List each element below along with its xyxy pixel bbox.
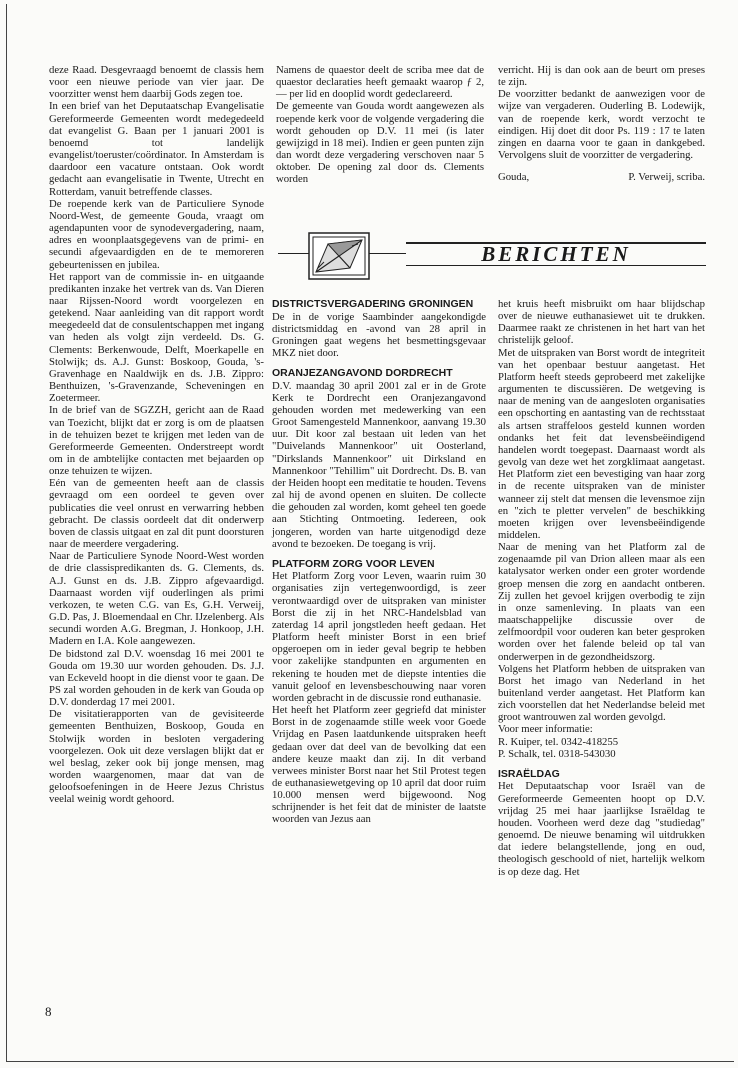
news-paragraph: Volgens het Platform hebben de uitspraken van Borst het imago van Nederland in het buitenland verder aangetast. Het Platform kan zich voorstellen dat het Nederlandse beleid met groot wantrouwen zal worden gevolgd.: [498, 662, 705, 724]
paragraph: Eén van de gemeenten heeft aan de classis gevraagd om een oordeel te geven over publicaties die veel onrust en verwarring hebben gebracht. De classis oordeelt dat dit onderwerp boven de classis uitgaat en zal dit punt doorsturen naar de meerdere vergadering.: [49, 477, 264, 551]
column-minutes-3: [498, 64, 705, 183]
paragraph: De gemeente van Gouda wordt aangewezen als roepende kerk voor de volgende vergadering die wordt gehouden op D.V. 11 mei (is later gewijzigd in 18 mei). Indien er geen punten zijn dan wordt deze vergadering verschoven naar 5 oktober. De opening zal door ds. Clements worden: [276, 100, 484, 186]
paragraph: Naar de Particuliere Synode Noord-West worden de drie classispredikanten ds. G. Clements, ds. A.J. Gunst en ds. J.B. Zippro afgevaardigd. Daarnaast worden vijf ouderlingen als primi verkozen, te weten C.G. van Es, G.H. Verweij, G.D. Pas, J. Bloemendaal en Chr. IJzelenberg. Als secundi worden A.G. Bregman, J. Honkoop, J.H. Madern en I.A. Kole aangewezen.: [49, 550, 264, 648]
news-heading: DISTRICTSVERGADERING GRONINGEN: [272, 298, 474, 310]
berichten-logo-icon: [308, 232, 370, 280]
page-number: 8: [45, 1004, 52, 1019]
news-paragraph: Het heeft het Platform zeer gegriefd dat minister Borst in de zogenaamde stille week voor Goede Vrijdag en Pasen laatdunkende uitspraken heeft gedaan over dat deel van de bevolking dat een andere keuze maakt dan zij. In dit verband verwees minister Borst naar het Stil Protest tegen de euthanasiewetgeving op 10 april dat door ruim 10.000 mensen werd bijgewoond. Nog schrijnender is het feit dat de minister de laatste woorden van Jezus aan: [272, 704, 486, 826]
signature-place: Gouda,: [498, 171, 530, 184]
paragraph: De visitatierapporten van de gevisiteerde gemeenten Benthuizen, Boskoop, Gouda en Stolwijk worden in besloten vergadering voorgelezen. Ook uit deze verslagen blijkt dat er wel beslag, zeker ook bij jonge mensen, mag worden waargenomen, maar dat van de geloofsoefeningen in de Heere Jezus Christus veelal weinig wordt gehoord.: [49, 708, 264, 806]
news-heading: ORANJEZANGAVOND DORDRECHT: [272, 367, 453, 380]
news-paragraph: Het Platform Zorg voor Leven, waarin ruim 30 organisaties zijn vertegenwoordigd, is zeer verontwaardigd over de uitspraken van minister Borst die zij in het NRC-Handelsblad van zaterdag 14 april jongstleden heeft gedaan. Het Platform heeft minister Borst in een brief opgeroepen om in ieder geval begrip te hebben voor zakelijke standpunten en argumenten en rekening te houden met de diepste intenties die vanuit geloof en levensbeschouwing naar voren worden gebracht in de discussie rond euthanasie.: [272, 570, 486, 704]
column-news-2: [498, 298, 705, 878]
paragraph: deze Raad. Desgevraagd benoemt de classis hem voor een nieuwe periode van vier jaar. De voorzitter wenst hem daarbij Gods zegen toe.: [49, 64, 264, 101]
banner-title-box: [406, 242, 706, 266]
news-paragraph: De in de vorige Saambinder aangekondigde districtsmiddag en -avond van 28 april in Groningen gaat wegens het besmettingsgevaar MKZ niet door.: [272, 310, 486, 359]
news-heading: PLATFORM ZORG VOOR LEVEN: [272, 557, 435, 570]
banner-title: BERICHTEN: [481, 242, 631, 266]
column-news-1: [272, 298, 486, 826]
paragraph: De bidstond zal D.V. woensdag 16 mei 2001 te Gouda om 19.30 uur worden gehouden. Ds. J.J. van Eckeveld hoopt in die dienst voor te gaan. De PS zal worden gehouden in de kerk van Gouda op D.V. donderdag 17 mei 2001.: [49, 647, 264, 709]
contact-line: P. Schalk, tel. 0318-543030: [498, 747, 616, 760]
column-minutes-2: [276, 64, 484, 186]
paragraph: In de brief van de SGZZH, gericht aan de Raad van Toezicht, blijkt dat er zorg is om de plaatsen in de tehuizen bezet te krijgen met leden van de Gereformeerde Gemeenten. Onderstreept wordt om in de ambtelijke contacten met bejaarden op onze tehuizen te wijzen.: [49, 404, 264, 478]
signature-line: [498, 171, 705, 183]
contact-label: Voor meer informatie:: [498, 723, 593, 736]
paragraph: verricht. Hij is dan ook aan de beurt om preses te zijn.: [498, 64, 705, 89]
paragraph: In een brief van het Deputaatschap Evangelisatie Gereformeerde Gemeenten wordt medegedeeld dat evangelist G. Baan per 1 januari 2001 is benoemd tot landelijk evangelist/toeruster/coördinator. In Amsterdam is daardoor een vacature ontstaan. Ook wordt gedacht aan evangelisatie in Twente, Utrecht en Rotterdam, vanuit betreffende classes.: [49, 100, 264, 198]
paragraph: Namens de quaestor deelt de scriba mee dat de quaestor declaraties heeft gemaakt waarop ƒ 2,— per lid en dooplid wordt gedeclareerd.: [276, 64, 484, 101]
news-paragraph: D.V. maandag 30 april 2001 zal er in de Grote Kerk te Dordrecht een Oranjezangavond gehouden worden met medewerking van een Groot Samengesteld Mannenkoor, aanvang 19.30 uur. Dit koor zal bestaan uit leden van het "Duivelands Mannenkoor" uit Oosterland, "Dirkslands Mannenkoor" uit Dirksland en Mannenkoor "Tehillim" uit Dordrecht. Ds. B. van der Heiden hoopt een meditatie te houden. Tevens zal hij de avond openen en sluiten. De collecte die gehouden zal worden, komt geheel ten goede aan Stichting Ontmoeting. Iedereen, ook jongeren, worden van harte uitgenodigd deze avond te bezoeken. De toegang is vrij.: [272, 379, 486, 550]
section-banner: [278, 232, 708, 280]
paragraph: Het rapport van de commissie in- en uitgaande predikanten inzake het vertrek van ds. Van Dieren naar Rijssen-Noord wordt voorgelezen en getekend. Naar aanleiding van dit rapport wordt meegedeeld dat de consulentschappen met ingang van heden als volgt zijn verdeeld. Ds. G. Clements: Berkenwoude, Delft, Moerkapelle en Stolwijk; ds. A.J. Gunst: Boskoop, Gouda, 's-Gravenhage en Naaldwijk en ds. J.B. Zippro: Benthuizen, 's-Gravenzande, Scheveningen en Zoetermeer.: [49, 270, 264, 405]
news-paragraph: Het Deputaatschap voor Israël van de Gereformeerde Gemeenten hoopt op D.V. vrijdag 25 mei haar jaarlijkse Israëldag te houden. Voorheen werd deze dag "studiedag" genoemd. De nieuwe benaming wil uitdrukken dat iedere belangstellende, jong en oud, theologisch geschoold of niet, hartelijk welkom is op deze dag. Het: [498, 780, 705, 878]
signature-name: P. Verweij, scriba.: [628, 171, 705, 184]
news-paragraph: Met de uitspraken van Borst wordt de integriteit van het openbaar bestuur aangetast. Het Platform heeft steeds geprobeerd met zakelijke argumenten te discussiëren. De wetgeving is naar de mening van de aangesloten organisaties een opschorting en aantasting van de rechtsstaat als artsen straffeloos gesteld kunnen worden ondanks het feit dat levensbeëindigend handelen wordt toegepast. Daarnaast wordt als gevolg van deze wet het zorgklimaat aangetast. Het Platform ziet een bevestiging van haar zorg in de recente uitspraken van de minister wanneer zij stelt dat mensen die levensmoe zijn en "zich te pletter vervelen" de beschikking moeten krijgen over levensbeëindigende middelen.: [498, 346, 705, 541]
news-heading: ISRAËLDAG: [498, 767, 560, 780]
column-minutes-1: [49, 64, 264, 806]
contact-line: R. Kuiper, tel. 0342-418255: [498, 735, 619, 748]
paragraph: De voorzitter bedankt de aanwezigen voor de wijze van vergaderen. Ouderling B. Lodewijk, van de roepende kerk, wordt verzocht te eindigen. Hij doet dit door Ps. 119 : 17 te laten zingen en daarna voor te gaan in dankgebed. Vervolgens sluit de voorzitter de vergadering.: [498, 88, 705, 162]
news-paragraph: Naar de mening van het Platform zal de zogenaamde pil van Drion alleen maar als een katalysator werken onder een groter wordende groep mensen die zorg en aandacht ontberen. Zij zullen het gevoel krijgen overbodig te zijn in onze samenleving. In plaats van een maatschappelijke discussie over de zelfmoordpil voor ouderen kan beter gesproken worden over het falende beleid op tal van onderwerpen in de gezondheidszorg.: [498, 541, 705, 663]
paragraph: De roepende kerk van de Particuliere Synode Noord-West, de gemeente Gouda, vraagt om agendapunten voor de synodevergadering, naam, adres en woonplaatsgegevens van de primi- en secundi afgevaardigden en de te memoreren gebeurtenissen en jubilea.: [49, 197, 264, 271]
news-paragraph: het kruis heeft misbruikt om haar blijdschap over de nieuwe euthanasiewet uit te drukken. Daarmee raakt ze christenen in het hart van het christelijk geloof.: [498, 298, 705, 347]
